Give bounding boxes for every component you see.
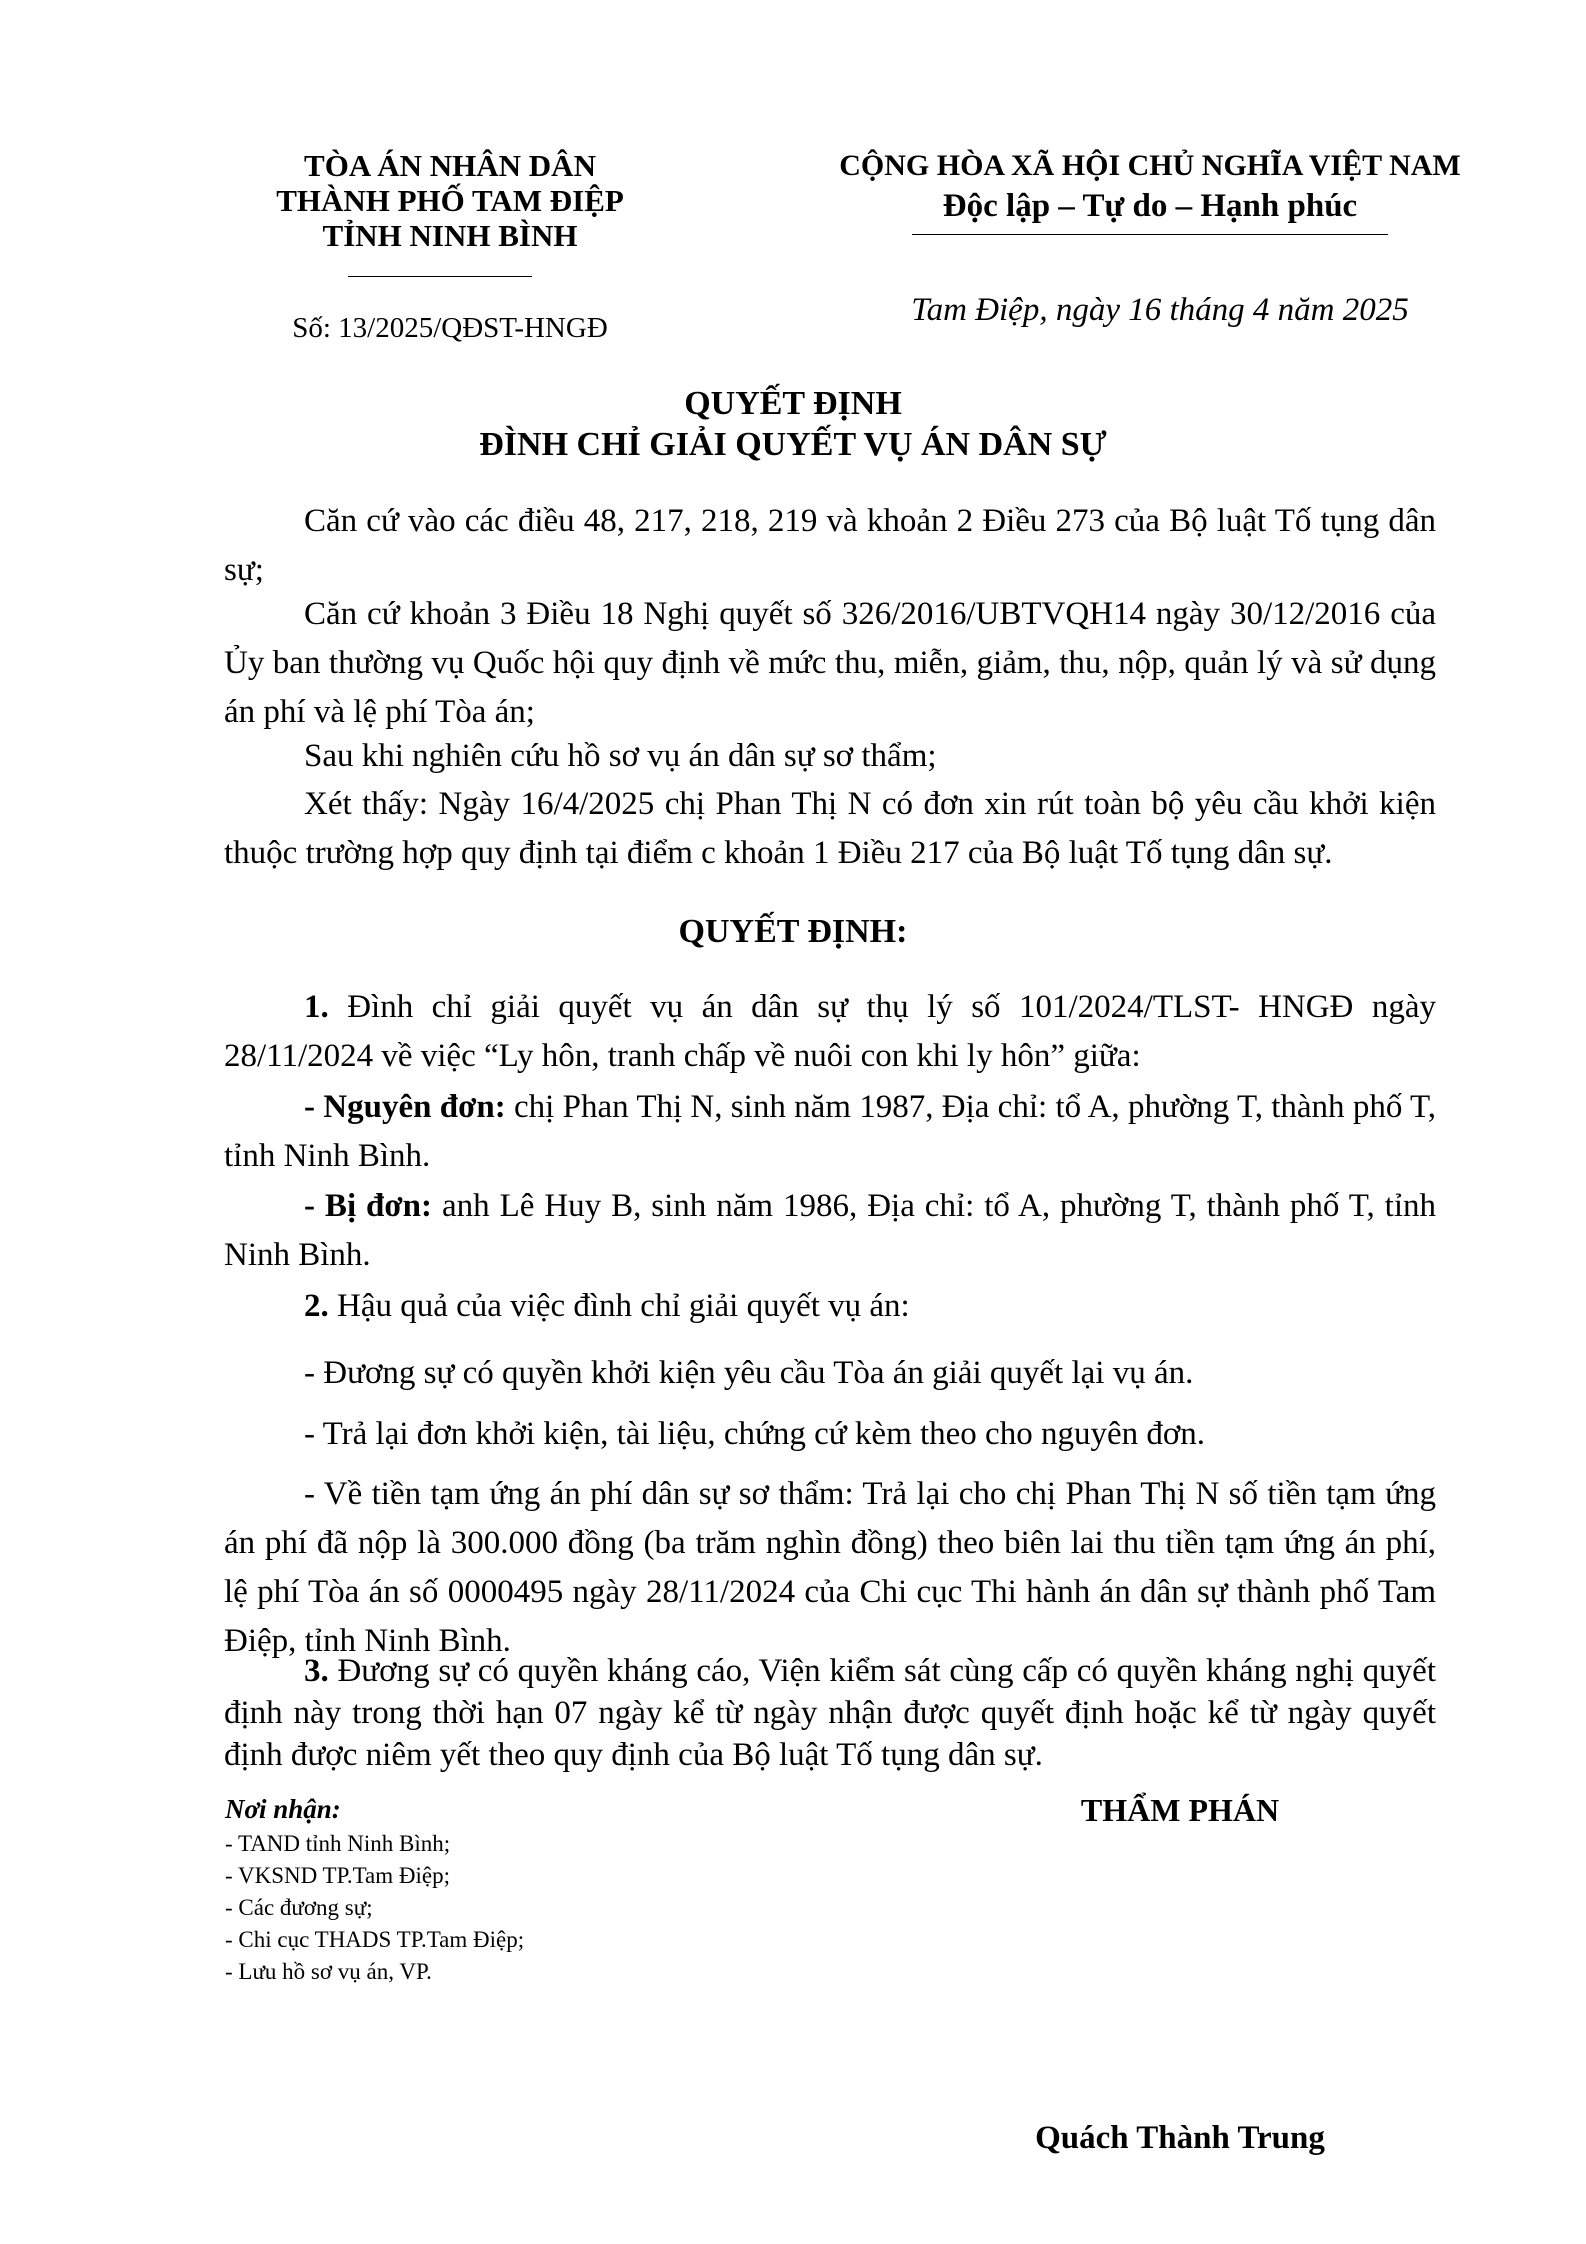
item-3-text: Đương sự có quyền kháng cáo, Viện kiểm sát cùng cấp có quyền kháng nghị quyết định này trong thời hạn 07 ngày kể từ ngày nhận được quyết định hoặc kể từ ngày quyết định được niêm yết theo quy định của Bộ luật Tố tụng dân sự. — [224, 1653, 1436, 1773]
nation-name: CỘNG HÒA XÃ HỘI CHỦ NGHĨA VIỆT NAM — [839, 149, 1461, 182]
court-name-block — [220, 148, 680, 253]
item-1-number: 1. — [304, 989, 329, 1025]
defendant-paragraph — [224, 1182, 1436, 1280]
recipient-item: - TAND tỉnh Ninh Bình; — [225, 1831, 451, 1856]
consequence-2: - Trả lại đơn khởi kiện, tài liệu, chứng cứ kèm theo cho nguyên đơn. — [304, 1416, 1206, 1452]
recipient-item: - Chi cục THADS TP.Tam Điệp; — [225, 1927, 525, 1952]
recipient-item: - VKSND TP.Tam Điệp; — [225, 1863, 450, 1888]
decision-item-3 — [224, 1650, 1436, 1776]
signer-name: Quách Thành Trung — [1035, 2120, 1325, 2156]
court-line-2: THÀNH PHỐ TAM ĐIỆP — [276, 183, 624, 218]
court-underline — [348, 276, 532, 277]
basis-paragraph-3: Sau khi nghiên cứu hồ sơ vụ án dân sự sơ thẩm; — [304, 738, 937, 774]
motto: Độc lập – Tự do – Hạnh phúc — [942, 188, 1358, 224]
consequence-3: - Về tiền tạm ứng án phí dân sự sơ thẩm: Trả lại cho chị Phan Thị N số tiền tạm ứng án phí đã nộp là 300.000 đồng (ba trăm nghìn đồng) theo biên lai thu tiền tạm ứng án phí, lệ phí Tòa án số 0000495 ngày 28/11/2024 của Chi cục Thi hành án dân sự thành phố Tam Điệp, tỉnh Ninh Bình. — [224, 1476, 1436, 1659]
item-3-number: 3. — [304, 1653, 329, 1689]
plaintiff-text: chị Phan Thị N, sinh năm 1987, Địa chỉ: tổ A, phường T, thành phố T, tỉnh Ninh Bình. — [224, 1089, 1436, 1174]
court-line-3: TỈNH NINH BÌNH — [322, 218, 578, 253]
motto-underline — [912, 234, 1388, 235]
basis-paragraph-1: Căn cứ vào các điều 48, 217, 218, 219 và khoản 2 Điều 273 của Bộ luật Tố tụng dân sự; — [224, 503, 1436, 588]
decision-heading: QUYẾT ĐỊNH: — [678, 913, 908, 950]
decision-item-1 — [224, 983, 1436, 1081]
basis-paragraph-2: Căn cứ khoản 3 Điều 18 Nghị quyết số 326/2016/UBTVQH14 ngày 30/12/2016 của Ủy ban thường vụ Quốc hội quy định về mức thu, miễn, giảm, thu, nộp, quản lý và sử dụng án phí và lệ phí Tòa án; — [224, 596, 1436, 730]
recipient-item: - Các đương sự; — [225, 1895, 373, 1920]
place-date: Tam Điệp, ngày 16 tháng 4 năm 2025 — [911, 292, 1409, 328]
court-line-1: TÒA ÁN NHÂN DÂN — [304, 148, 596, 183]
defendant-text: anh Lê Huy B, sinh năm 1986, Địa chỉ: tổ A, phường T, thành phố T, tỉnh Ninh Bình. — [224, 1188, 1436, 1273]
recipient-item: - Lưu hồ sơ vụ án, VP. — [225, 1959, 432, 1984]
basis-paragraph-4: Xét thấy: Ngày 16/4/2025 chị Phan Thị N có đơn xin rút toàn bộ yêu cầu khởi kiện thuộc trường hợp quy định tại điểm c khoản 1 Điều 217 của Bộ luật Tố tụng dân sự. — [224, 786, 1436, 871]
consequence-1: - Đương sự có quyền khởi kiện yêu cầu Tòa án giải quyết lại vụ án. — [304, 1355, 1194, 1391]
signer-role: THẨM PHÁN — [1080, 1792, 1280, 1828]
recipients-title: Nơi nhận: — [225, 1794, 341, 1824]
item-2-text: Hậu quả của việc đình chỉ giải quyết vụ án: — [328, 1288, 910, 1324]
recipients-list — [225, 1828, 785, 1988]
item-2-number: 2. — [304, 1288, 329, 1324]
plaintiff-paragraph — [224, 1083, 1436, 1181]
item-1-text: Đình chỉ giải quyết vụ án dân sự thụ lý số 101/2024/TLST- HNGĐ ngày 28/11/2024 về việc “Ly hôn, tranh chấp về nuôi con khi ly hôn” giữa: — [224, 989, 1436, 1074]
decision-item-2 — [224, 1282, 1436, 1331]
defendant-label: - Bị đơn: — [304, 1188, 433, 1224]
plaintiff-label: - Nguyên đơn: — [304, 1089, 506, 1125]
decision-number: Số: 13/2025/QĐST-HNGĐ — [292, 312, 608, 344]
document-subtitle: ĐÌNH CHỈ GIẢI QUYẾT VỤ ÁN DÂN SỰ — [479, 426, 1107, 463]
document-title: QUYẾT ĐỊNH — [684, 385, 902, 422]
